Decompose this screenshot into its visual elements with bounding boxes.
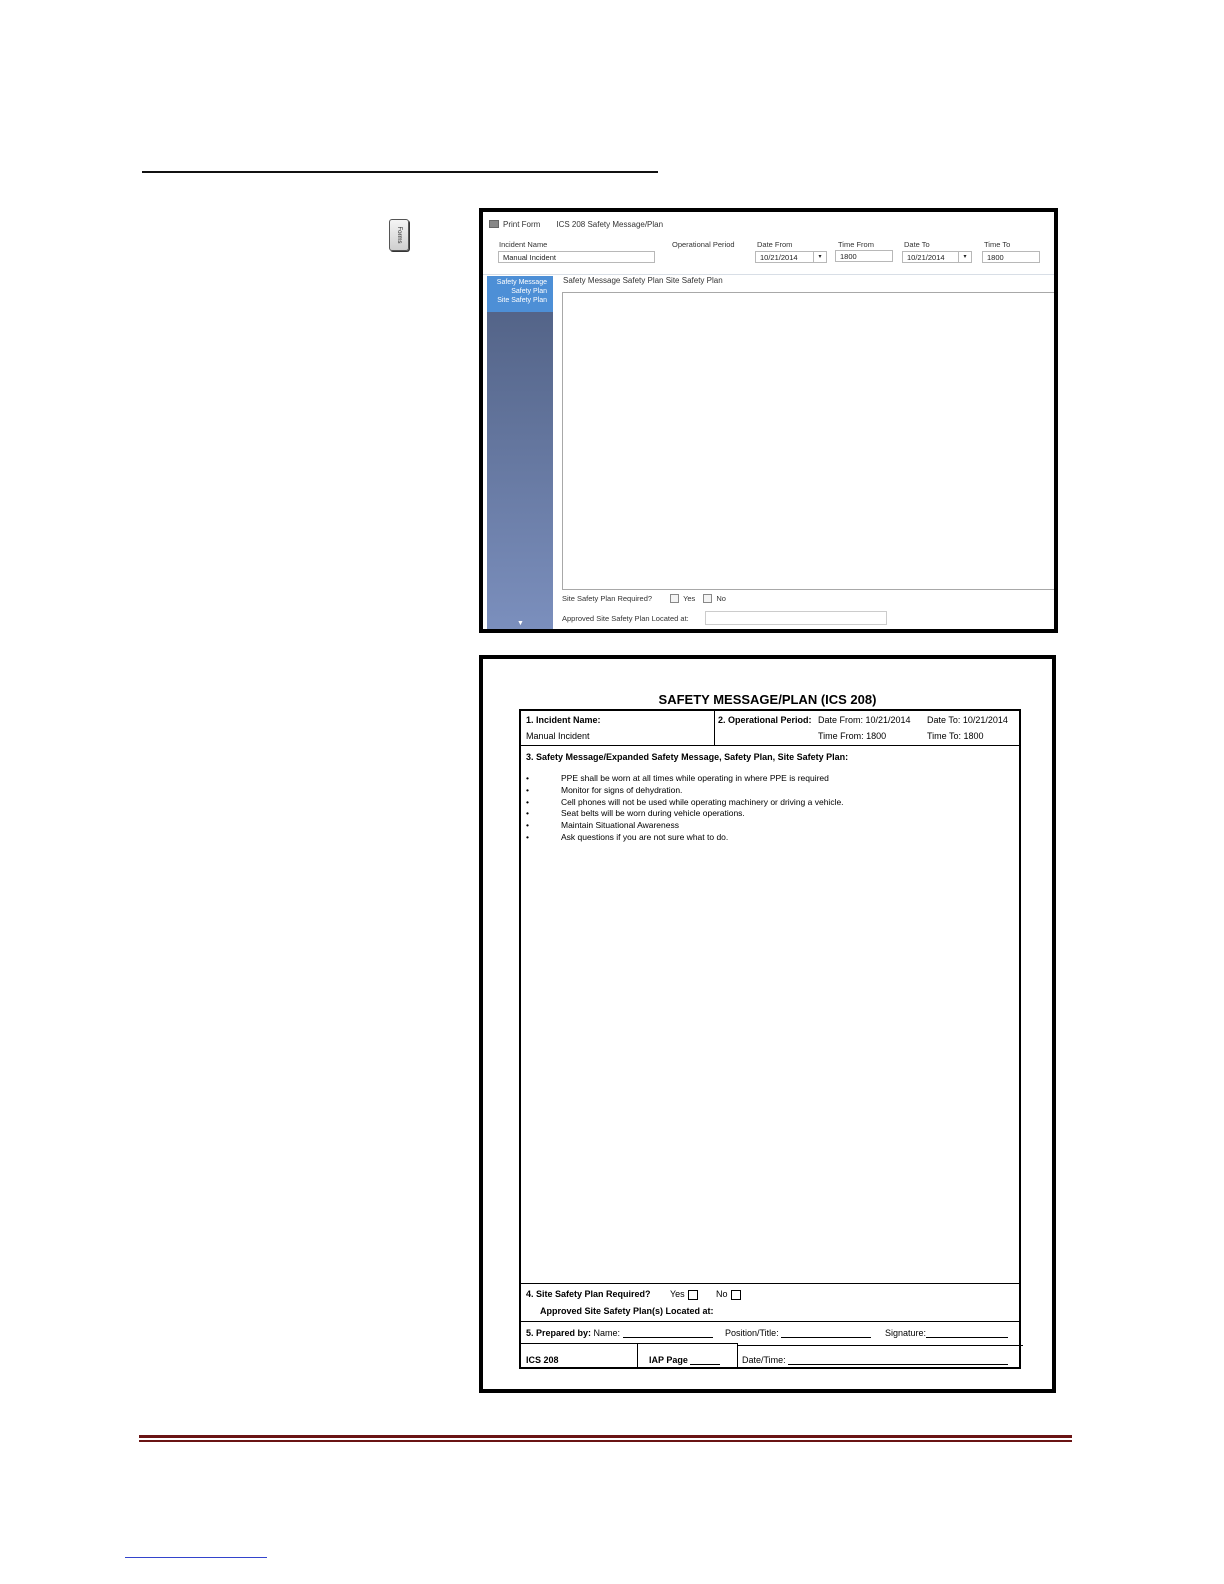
printer-icon[interactable] xyxy=(489,220,499,228)
incident-name-value: Manual Incident xyxy=(526,731,590,741)
list-item: • Seat belts will be worn during vehicle operations. xyxy=(526,808,745,819)
list-item: • Cell phones will not be used while operating machinery or driving a vehicle. xyxy=(526,796,844,807)
time-from-value: 1800 xyxy=(840,252,857,261)
tab-safety-message[interactable]: Safety Message Safety Plan Site Safety Plan xyxy=(563,276,723,285)
prepared-label: 5. Prepared by: xyxy=(526,1328,592,1338)
form-id: ICS 208 xyxy=(526,1355,559,1365)
sidebar-item-label: Safety Message xyxy=(496,279,547,286)
sidebar-item-label: Site Safety Plan xyxy=(497,297,547,304)
time-to-value: Time To: 1800 xyxy=(927,731,984,741)
incident-name-value: Manual Incident xyxy=(503,253,556,262)
no-checkbox xyxy=(731,1290,741,1300)
iap-page-label: IAP Page xyxy=(649,1355,688,1365)
section3-label: 3. Safety Message/Expanded Safety Message, Safety Plan, Site Safety Plan: xyxy=(526,752,849,762)
cell-divider xyxy=(637,1343,638,1369)
date-from-value: Date From: 10/21/2014 xyxy=(818,715,911,725)
list-item: • Maintain Situational Awareness xyxy=(526,820,679,831)
app-window-screenshot xyxy=(479,208,1058,633)
forms-button[interactable] xyxy=(389,219,409,251)
row-divider xyxy=(521,1343,738,1344)
time-from-label: Time From xyxy=(838,240,874,249)
print-form-button[interactable]: Print Form xyxy=(503,219,541,229)
time-from-value: Time From: 1800 xyxy=(818,731,887,741)
incident-name-label: Incident Name xyxy=(499,240,548,249)
datetime-row xyxy=(742,1355,1008,1365)
approved-row xyxy=(562,614,689,623)
list-item: • PPE shall be worn at all times while operating in where PPE is required xyxy=(526,773,829,783)
sidebar xyxy=(487,276,553,629)
scroll-down-icon[interactable]: ▼ xyxy=(517,620,524,627)
approved-label: Approved Site Safety Plan(s) Located at: xyxy=(540,1306,714,1316)
position-row xyxy=(725,1328,871,1338)
section4-label: 4. Site Safety Plan Required? xyxy=(526,1289,651,1299)
signature-label: Signature: xyxy=(885,1328,927,1338)
yes-checkbox[interactable] xyxy=(670,594,679,603)
date-from-value: 10/21/2014 xyxy=(760,253,798,262)
time-to-value: 1800 xyxy=(987,253,1004,262)
incident-name-label: 1. Incident Name: xyxy=(526,715,601,725)
row-divider xyxy=(521,1321,1019,1322)
safety-message-textarea[interactable] xyxy=(562,292,1058,590)
iap-page-line xyxy=(690,1355,720,1365)
site-safety-label: Site Safety Plan Required? xyxy=(562,594,653,603)
operational-period-label: Operational Period xyxy=(672,240,735,249)
approved-label: Approved Site Safety Plan Located at: xyxy=(562,614,689,623)
row-divider xyxy=(521,745,1019,746)
heading-rule xyxy=(142,171,658,173)
position-line xyxy=(781,1328,871,1338)
list-item: • Ask questions if you are not sure what to do. xyxy=(526,831,729,842)
date-to-value: Date To: 10/21/2014 xyxy=(927,715,1008,725)
footer-link-underline[interactable] xyxy=(125,1557,267,1558)
list-item: • Monitor for signs of dehydration. xyxy=(526,784,683,795)
yes-label: Yes xyxy=(670,1289,685,1299)
footer-rule xyxy=(139,1435,1072,1438)
prepared-row xyxy=(526,1328,713,1338)
date-from-label: Date From xyxy=(757,240,793,249)
datetime-line xyxy=(788,1355,1008,1365)
approved-location-field[interactable] xyxy=(705,611,887,625)
name-line xyxy=(623,1328,713,1338)
chevron-down-icon[interactable]: ▾ xyxy=(813,252,826,262)
position-label: Position/Title: xyxy=(725,1328,779,1338)
time-to-field[interactable] xyxy=(982,251,1040,263)
printed-form-screenshot xyxy=(479,655,1056,1393)
time-from-field[interactable] xyxy=(835,250,893,262)
row-divider xyxy=(521,1283,1019,1284)
yes-checkbox xyxy=(688,1290,698,1300)
yes-option xyxy=(670,1289,698,1300)
chevron-down-icon[interactable]: ▾ xyxy=(958,252,971,262)
cell-divider xyxy=(737,1343,738,1369)
site-safety-row xyxy=(562,594,726,603)
safety-message-list xyxy=(526,773,844,844)
date-to-label: Date To xyxy=(904,240,930,249)
op-period-label: 2. Operational Period: xyxy=(718,715,812,725)
date-from-field[interactable] xyxy=(755,251,827,263)
yes-label: Yes xyxy=(683,594,696,603)
ics208-form xyxy=(519,709,1021,1369)
signature-row xyxy=(885,1328,1008,1338)
header-divider xyxy=(483,274,1054,275)
incident-name-field[interactable] xyxy=(498,251,655,263)
no-label: No xyxy=(716,594,726,603)
no-label: No xyxy=(716,1289,728,1299)
row-divider xyxy=(738,1345,1023,1346)
no-option xyxy=(716,1289,741,1300)
signature-line xyxy=(926,1328,1008,1338)
forms-button-label: Forms xyxy=(396,226,402,244)
date-to-value: 10/21/2014 xyxy=(907,253,945,262)
time-to-label: Time To xyxy=(984,240,1011,249)
name-label: Name: xyxy=(593,1328,621,1338)
app-toolbar xyxy=(483,212,1054,236)
sidebar-item-label: Safety Plan xyxy=(511,288,547,295)
datetime-label: Date/Time: xyxy=(742,1355,786,1365)
cell-divider xyxy=(714,711,715,745)
form-title: ICS 208 Safety Message/Plan xyxy=(556,219,664,229)
sidebar-item-safety-message[interactable] xyxy=(487,276,553,312)
no-checkbox[interactable] xyxy=(703,594,712,603)
form-heading: SAFETY MESSAGE/PLAN (ICS 208) xyxy=(658,692,877,707)
footer-rule xyxy=(139,1440,1072,1442)
date-to-field[interactable] xyxy=(902,251,972,263)
iap-page-row xyxy=(649,1355,720,1365)
